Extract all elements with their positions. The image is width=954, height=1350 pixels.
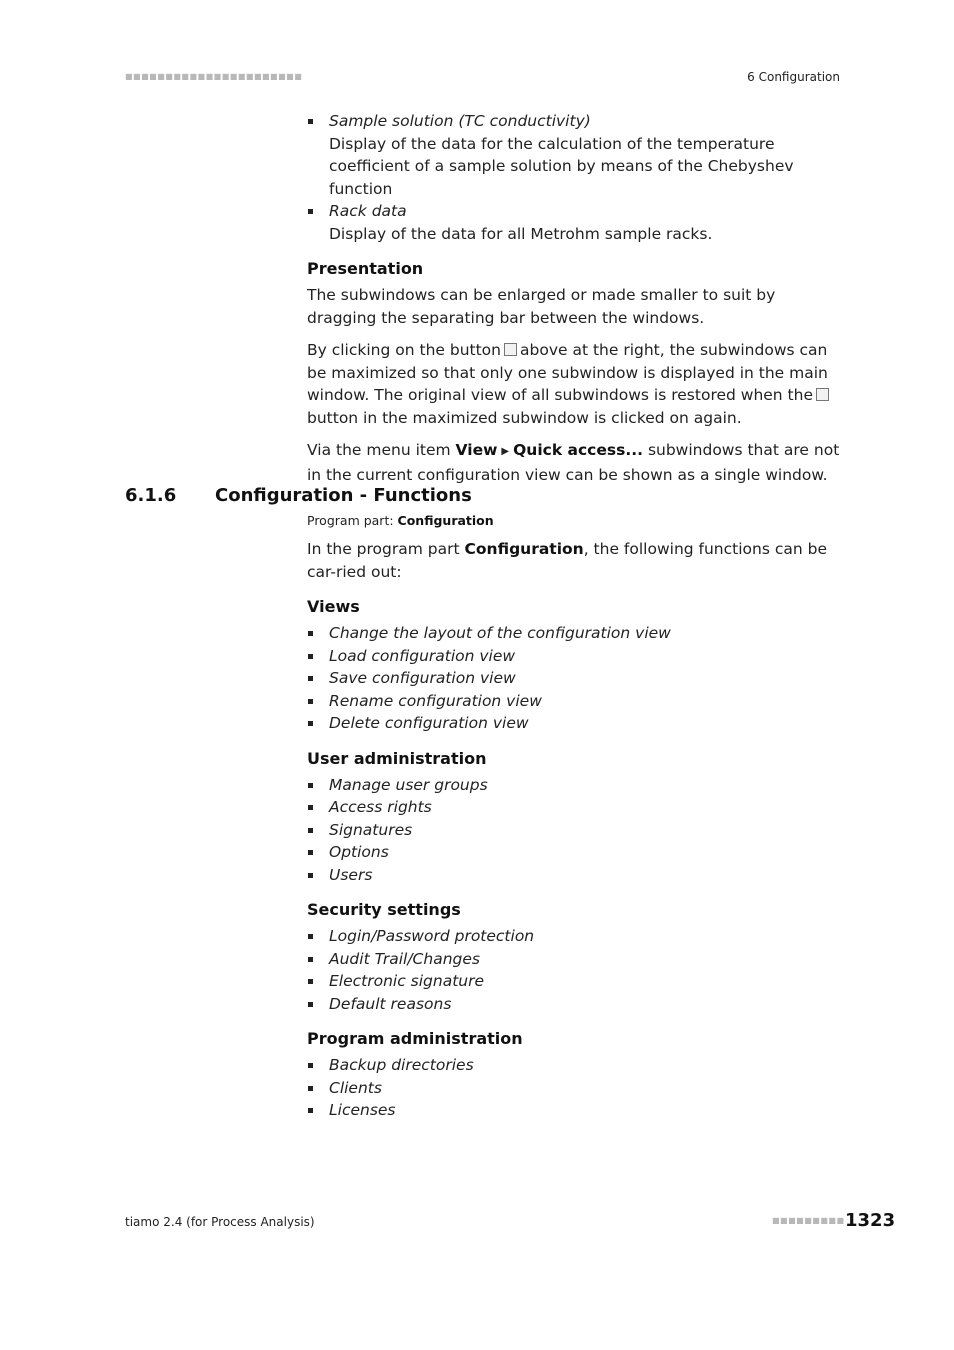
- list-item-title: Sample solution (TC conductivity): [329, 112, 591, 130]
- list-item: Licenses: [307, 1099, 842, 1122]
- group-heading-security-settings: Security settings: [307, 900, 461, 919]
- list-item: Access rights: [307, 796, 842, 819]
- presentation-paragraph-3: [307, 439, 842, 486]
- program-part: [307, 512, 842, 530]
- text-run: subwindows that are not in the current configuration view can be shown as a single window.: [307, 441, 840, 484]
- program-part-value: Configuration: [397, 513, 494, 528]
- program-administration-list: [307, 1054, 842, 1122]
- group-heading-user-administration: User administration: [307, 748, 487, 768]
- text-run: Via the menu item: [307, 441, 451, 459]
- group-heading-views: Views: [307, 597, 360, 616]
- menu-quick-access: Quick access...: [513, 441, 643, 459]
- list-item: Users: [307, 864, 842, 887]
- section-number: 6.1.6: [125, 485, 177, 506]
- text-run: In the program part: [307, 540, 460, 558]
- list-item: Audit Trail/Changes: [307, 948, 842, 971]
- list-item: Backup directories: [307, 1054, 842, 1077]
- header-decoration: ■■■■■■■■■■■■■■■■■■■■■■: [125, 72, 303, 81]
- list-item: Login/Password protection: [307, 925, 842, 948]
- list-item-title: Rack data: [329, 202, 407, 220]
- menu-view: View: [455, 441, 498, 459]
- content-top: [307, 110, 842, 496]
- page-number: 1323: [845, 1210, 896, 1231]
- list-item: Manage user groups: [307, 774, 842, 797]
- list-item: Rename configuration view: [307, 690, 842, 713]
- footer-product: tiamo 2.4 (for Process Analysis): [125, 1215, 315, 1229]
- menu-arrow-icon: ▶: [501, 446, 510, 457]
- security-settings-list: [307, 925, 842, 1015]
- list-item: Save configuration view: [307, 667, 842, 690]
- text-run: button in the maximized subwindow is clicked on again.: [307, 408, 742, 427]
- list-item-description: Display of the data for the calculation of the temperature coefficient of a sample solution by means of the Chebyshev function: [329, 134, 794, 198]
- list-item: Default reasons: [307, 993, 842, 1016]
- list-item: Electronic signature: [307, 970, 842, 993]
- section-title: Configuration - Functions: [215, 485, 472, 506]
- presentation-heading: Presentation: [307, 259, 424, 278]
- presentation-paragraph-1: The subwindows can be enlarged or made smaller to suit by dragging the separating bar between the windows.: [307, 286, 776, 327]
- list-item: [307, 200, 842, 245]
- program-part-label: Program part:: [307, 513, 394, 528]
- list-item: Load configuration view: [307, 645, 842, 668]
- list-item: Options: [307, 841, 842, 864]
- section-intro: [307, 538, 842, 583]
- maximize-button-icon: [504, 343, 517, 356]
- list-item: Clients: [307, 1077, 842, 1100]
- chapter-title: 6 Configuration: [747, 70, 840, 84]
- list-item: [307, 110, 842, 200]
- intro-bold: Configuration: [464, 540, 584, 558]
- views-list: [307, 622, 842, 735]
- text-run: By clicking on the button: [307, 341, 501, 359]
- group-heading-program-administration: Program administration: [307, 1029, 523, 1048]
- user-administration-list: [307, 774, 842, 887]
- list-item: Delete configuration view: [307, 712, 842, 735]
- tab-list: [307, 110, 842, 245]
- list-item: Signatures: [307, 819, 842, 842]
- text-run: above at the right, the subwindows can be maximized so that only one subwindow is displayed in the main window. The original view of all subwindows is restored when the: [307, 341, 828, 404]
- footer-decoration: ■■■■■■■■■: [772, 1216, 845, 1225]
- content-section: [307, 512, 842, 1122]
- list-item: Change the layout of the configuration view: [307, 622, 842, 645]
- list-item-description: Display of the data for all Metrohm sample racks.: [329, 224, 713, 243]
- presentation-paragraph-2: [307, 339, 842, 429]
- text-run: , the following functions can be car-ried out:: [307, 540, 827, 581]
- maximize-button-icon: [816, 388, 829, 401]
